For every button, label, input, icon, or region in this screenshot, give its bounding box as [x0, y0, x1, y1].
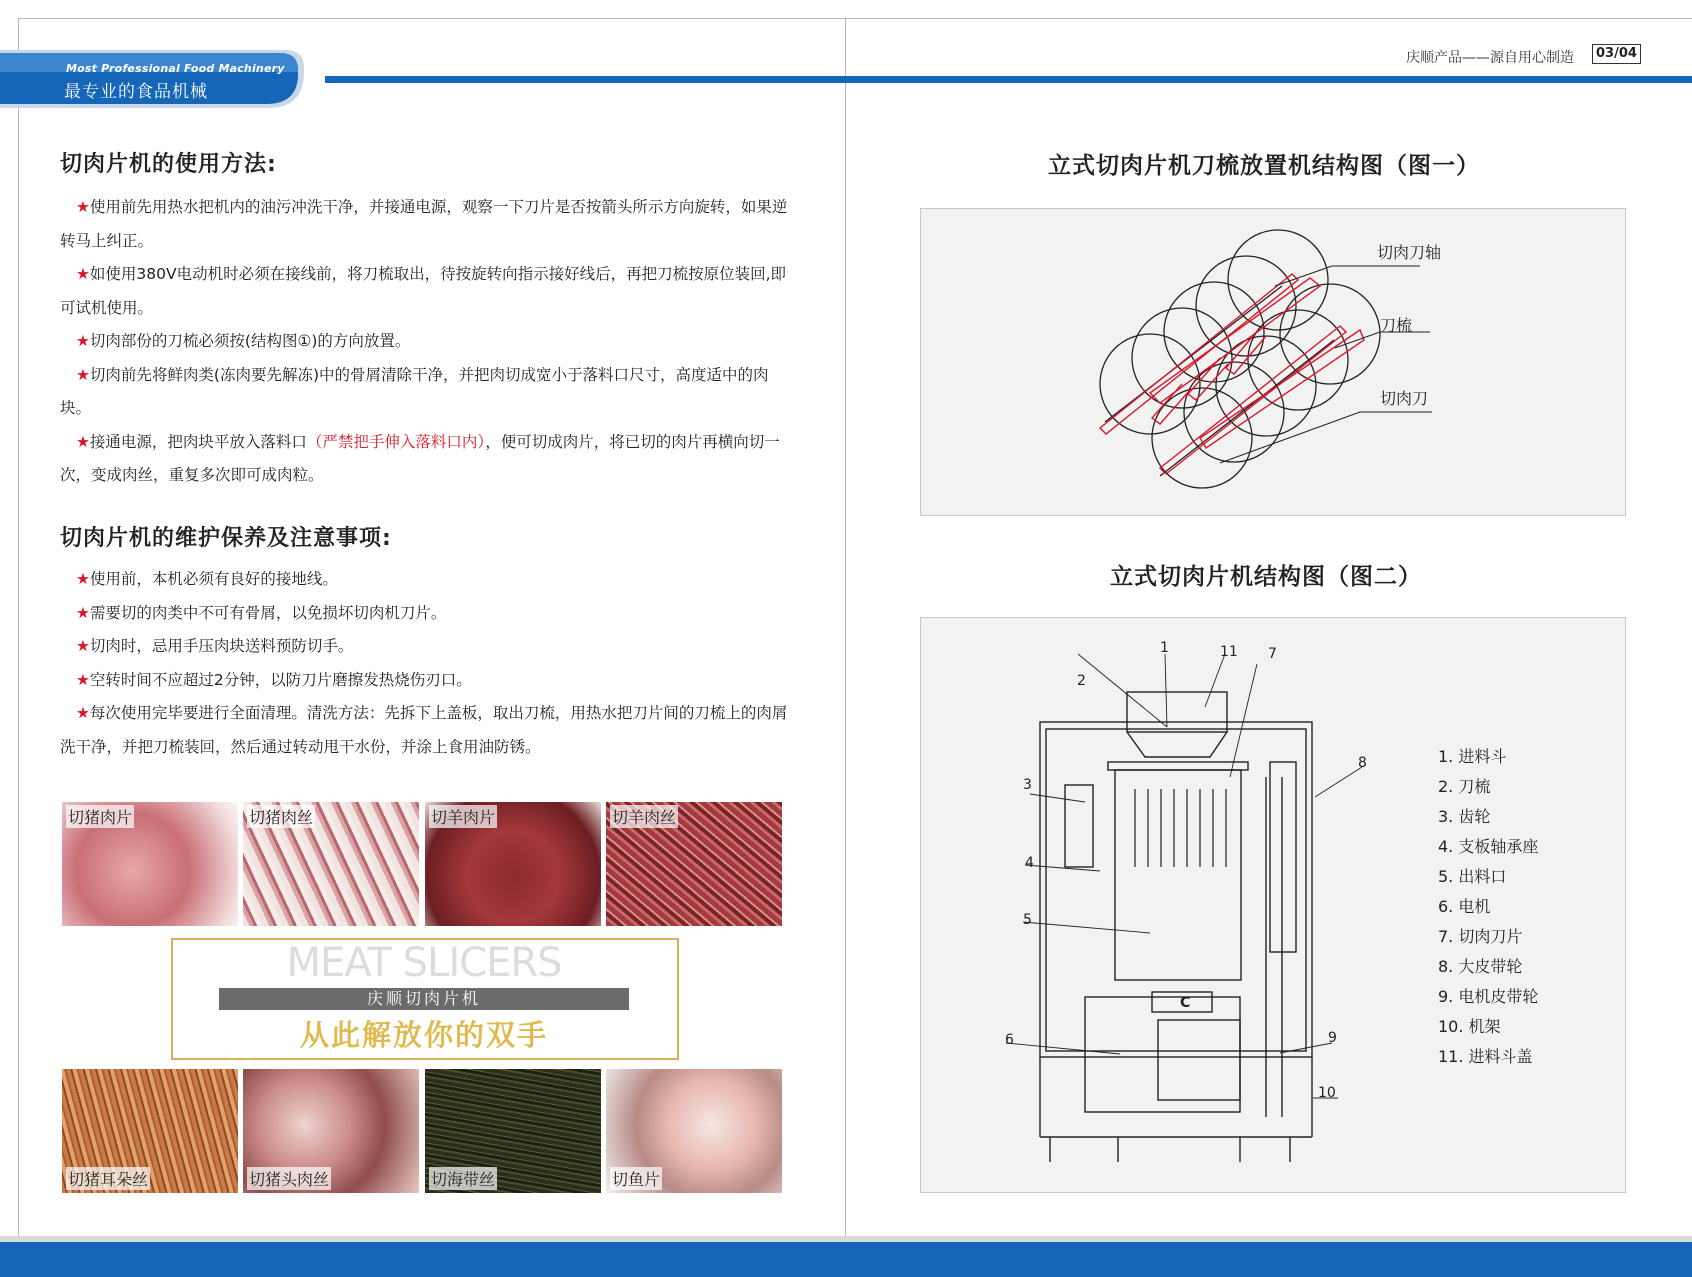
- diagram1-label-comb: 刀梳: [1380, 316, 1413, 335]
- photo-pig-ear-strips: [62, 1069, 238, 1193]
- diagram1-drawing: [920, 208, 1624, 514]
- promo-slogan: 从此解放你的双手: [299, 1018, 548, 1052]
- diagram2-legend: [1438, 742, 1538, 1072]
- photo-shredded-pork: [243, 802, 419, 926]
- legend-item: 8. 大皮带轮: [1438, 957, 1523, 976]
- motor-capacitor-mark: C: [1180, 995, 1191, 1011]
- photo-label: 切猪肉片: [66, 805, 134, 828]
- photo-kelp-strips: [425, 1069, 601, 1193]
- star-icon: ★: [76, 637, 90, 655]
- legend-item: 9. 电机皮带轮: [1438, 987, 1539, 1006]
- callout-10: 10: [1318, 1085, 1336, 1101]
- star-icon: ★: [76, 198, 90, 216]
- usage-item-text: 切肉前先将鲜肉类(冻肉要先解冻)中的骨屑清除干净，并把肉切成宽小于落料口尺寸，高度适中的肉块。: [60, 365, 769, 417]
- page-number: 03/04: [1592, 44, 1641, 64]
- usage-item: [60, 426, 795, 493]
- callout-11: 11: [1220, 644, 1238, 660]
- photo-sliced-lamb: [425, 802, 601, 926]
- legend-item: 10. 机架: [1438, 1017, 1501, 1036]
- maintenance-item: [60, 597, 795, 631]
- banner-chinese-text: 最专业的食品机械: [64, 82, 208, 102]
- photo-label: 切猪头肉丝: [247, 1167, 331, 1190]
- legend-item: 4. 支板轴承座: [1438, 837, 1539, 856]
- usage-item-text: 接通电源，把肉块平放入落料口: [89, 432, 307, 451]
- maintenance-item-text: 每次使用完毕要进行全面清理。清洗方法：先拆下上盖板，取出刀梳，用热水把刀片间的刀梳上的肉屑洗干净，并把刀梳装回，然后通过转动甩干水份，并涂上食用油防锈。: [60, 704, 788, 756]
- star-icon: ★: [76, 432, 90, 451]
- star-icon: ★: [76, 704, 90, 722]
- usage-item: [60, 191, 795, 258]
- photo-label: 切海带丝: [429, 1167, 497, 1190]
- maintenance-heading: 切肉片机的维护保养及注意事项:: [60, 526, 392, 551]
- photo-label: 切鱼片: [610, 1167, 662, 1190]
- diagram2-title: 立式切肉片机结构图（图二）: [1110, 564, 1422, 590]
- callout-2: 2: [1077, 673, 1086, 689]
- maintenance-item: [60, 697, 795, 764]
- usage-item-text: ，便可切成肉片，将已切的肉片再横向切一次，变成肉丝，重复多次即可成肉粒。: [60, 432, 780, 484]
- usage-list: [60, 191, 795, 493]
- usage-item: [60, 325, 795, 359]
- callout-6: 6: [1005, 1032, 1014, 1048]
- star-icon: ★: [76, 265, 90, 283]
- promo-english-title: MEAT SLICERS: [286, 940, 562, 986]
- callout-8: 8: [1358, 755, 1367, 771]
- safety-warning: （严禁把手伸入落料口内）: [306, 432, 486, 451]
- page-spine: [845, 18, 846, 1258]
- legend-item: 1. 进料斗: [1438, 747, 1507, 766]
- usage-item: [60, 258, 795, 325]
- usage-item: [60, 359, 795, 426]
- legend-item: 3. 齿轮: [1438, 807, 1491, 826]
- photo-pig-head-strips: [243, 1069, 419, 1193]
- maintenance-item-text: 使用前，本机必须有良好的接地线。: [89, 570, 338, 588]
- photo-label: 切羊肉丝: [610, 805, 678, 828]
- photo-label: 切羊肉片: [429, 805, 497, 828]
- promo-brand-bar: [219, 988, 629, 1010]
- diagram1-label-blade: 切肉刀: [1380, 389, 1429, 408]
- legend-item: 5. 出料口: [1438, 867, 1507, 886]
- legend-item: 11. 进料斗盖: [1438, 1047, 1533, 1066]
- usage-item-text: 切肉部份的刀梳必须按(结构图①)的方向放置。: [89, 332, 411, 350]
- star-icon: ★: [76, 603, 90, 622]
- maintenance-item: [60, 664, 795, 698]
- callout-5: 5: [1023, 912, 1032, 928]
- diagram1-label-shaft: 切肉刀轴: [1377, 243, 1442, 262]
- photo-label: 切猪耳朵丝: [66, 1167, 150, 1190]
- callout-7: 7: [1268, 646, 1277, 662]
- callout-3: 3: [1023, 777, 1032, 793]
- footer-blue-bar: [0, 1242, 1692, 1277]
- usage-item-text: 使用前先用热水把机内的油污冲洗干净，并接通电源，观察一下刀片是否按箭头所示方向旋转，如果逆转马上纠正。: [60, 198, 788, 250]
- promo-brand-text: 庆顺切肉片机: [366, 989, 481, 1008]
- photo-label: 切猪肉丝: [247, 805, 315, 828]
- maintenance-item-text: 空转时间不应超过2分钟，以防刀片磨擦发热烧伤刃口。: [89, 670, 472, 689]
- maintenance-list: [60, 563, 795, 764]
- usage-heading: 切肉片机的使用方法:: [60, 152, 277, 177]
- callout-9: 9: [1328, 1030, 1337, 1046]
- usage-item-text: 如使用380V电动机时必须在接线前，将刀梳取出，待按旋转向指示接好线后，再把刀梳按原位装回,即可试机使用。: [60, 265, 787, 317]
- diagram1-title: 立式切肉片机刀梳放置机结构图（图一）: [1048, 153, 1480, 179]
- callout-4: 4: [1025, 855, 1034, 871]
- star-icon: ★: [76, 570, 90, 588]
- maintenance-item-text: 需要切的肉类中不可有骨屑，以免损坏切肉机刀片。: [89, 603, 447, 622]
- legend-item: 6. 电机: [1438, 897, 1491, 916]
- star-icon: ★: [76, 365, 90, 384]
- banner-english-text: Most Professional Food Machinery: [66, 62, 285, 75]
- photo-sliced-pork: [62, 802, 238, 926]
- legend-item: 7. 切肉刀片: [1438, 927, 1523, 946]
- callout-1: 1: [1160, 640, 1169, 656]
- photo-shredded-lamb: [606, 802, 782, 926]
- maintenance-item: [60, 563, 795, 597]
- maintenance-item: [60, 630, 795, 664]
- star-icon: ★: [76, 332, 90, 350]
- header-rule-left: [325, 76, 847, 83]
- header-rule-right: [847, 76, 1692, 83]
- header-slogan: 庆顺产品——源自用心制造: [1406, 50, 1574, 66]
- legend-item: 2. 刀梳: [1438, 777, 1491, 796]
- star-icon: ★: [76, 670, 90, 689]
- photo-fish-slices: [606, 1069, 782, 1193]
- maintenance-item-text: 切肉时，忌用手压肉块送料预防切手。: [89, 637, 354, 655]
